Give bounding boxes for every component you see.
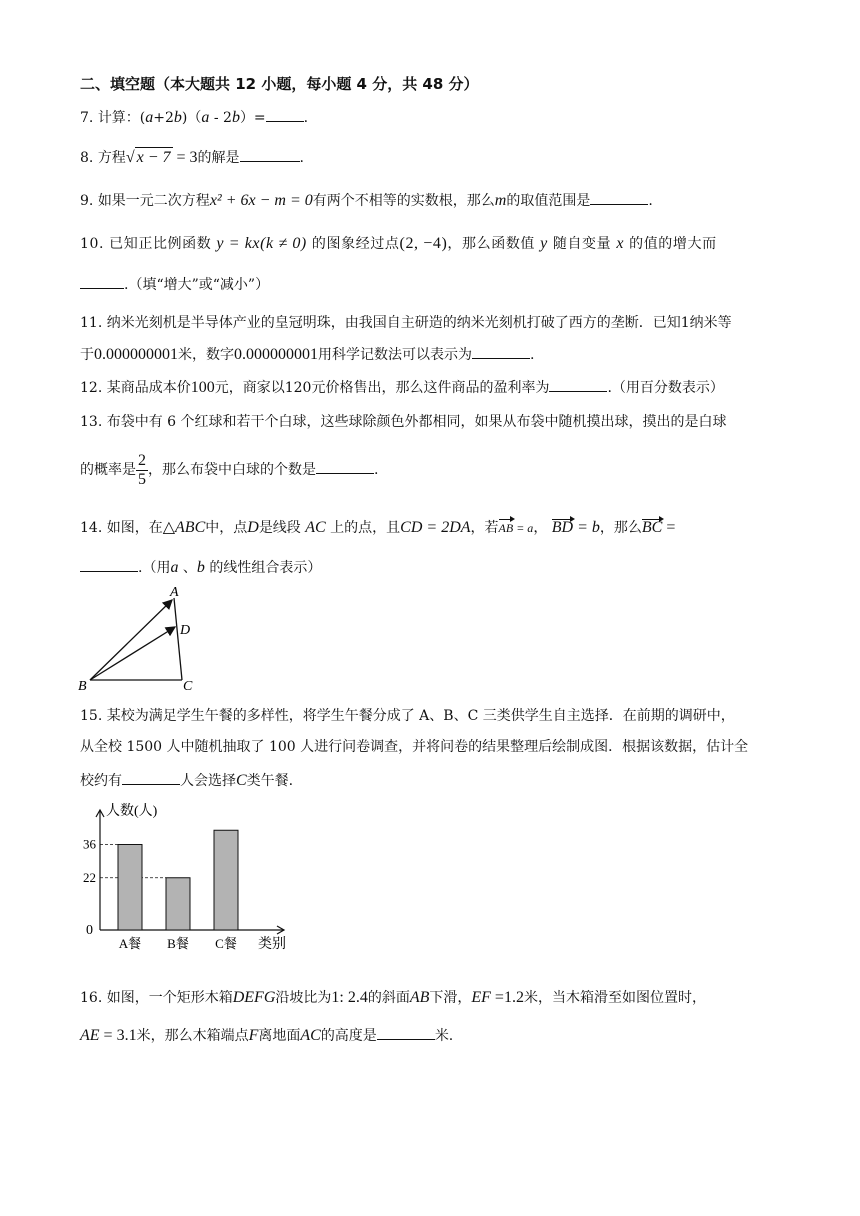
bar-2 (166, 878, 190, 930)
question-15-line3: 校约有 人会选择C类午餐. (80, 772, 294, 789)
answer-blank[interactable] (266, 107, 304, 122)
label-b: B (78, 679, 87, 694)
question-13-line2: 的概率是 $\frac{2}{5}$ ，那么布袋中白球的个数是 . (80, 451, 379, 488)
triangle-figure (74, 584, 204, 694)
answer-blank[interactable] (549, 377, 607, 392)
fraction: $\frac{2}{5}$ (138, 451, 146, 488)
question-16: 16. 如图，一个矩形木箱DEFG沿坡比为1: 2.4的斜面AB下滑，EF =1.2米，当木箱滑至如图位置时， (80, 989, 706, 1006)
answer-blank[interactable] (590, 190, 648, 205)
answer-blank[interactable] (472, 344, 530, 359)
category-label: B餐 (167, 936, 189, 951)
label-d: D (180, 623, 191, 638)
question-8: 8. 方程√ x − 7 = 3的解是 . (80, 149, 304, 166)
category-label: A餐 (118, 936, 142, 951)
label-a: A (170, 585, 179, 600)
question-10-line2: .（填“增大”或“减小”） (80, 274, 269, 295)
y-axis-label: 人数(人) (106, 804, 158, 819)
question-11-line2: 于0.000000001米，数字0.000000001用科学记数法可以表示为 . (80, 346, 535, 363)
x-axis-label: 类别 (258, 937, 286, 952)
question-10: 10. 已知正比例函数 y = kx(k ≠ 0) 的图象经过点(2, −4)，那么函数值 y 随自变量 x 的值的增大而 (80, 235, 717, 252)
y-tick-label: 36 (83, 836, 96, 852)
y-tick-label: 22 (83, 869, 96, 885)
label-c: C (183, 679, 193, 694)
vector-ba (90, 600, 172, 680)
question-7: 7. 计算：(a+2b)（a - 2b）= . (80, 109, 309, 126)
origin-label: 0 (86, 923, 93, 938)
bar-1 (118, 845, 142, 931)
answer-blank[interactable] (377, 1025, 435, 1040)
segment-ac (174, 598, 182, 680)
vector-bd (90, 627, 175, 680)
category-label: C餐 (215, 936, 237, 951)
answer-blank[interactable] (240, 147, 300, 162)
answer-blank[interactable] (80, 274, 124, 289)
question-14: 14. 如图，在△ABC中，点D是线段 AC 上的点，且CD = 2DA，若AB = a， BD = b，那么BC = (80, 519, 676, 536)
question-14-line2: .（用a 、b 的线性组合表示） (80, 557, 321, 578)
question-12: 12. 某商品成本价100元，商家以120元价格售出，那么这件商品的盈利率为 .（用百分数表示） (80, 379, 724, 396)
question-9: 9. 如果一元二次方程x² + 6x − m = 0有两个不相等的实数根，那么m的取值范围是 . (80, 192, 653, 209)
section-title: 二、填空题（本大题共 12 小题，每小题 4 分，共 48 分） (80, 75, 479, 93)
question-15-line2: 从全校 1500 人中随机抽取了 100 人进行问卷调查，并将问卷的结果整理后绘制成图．根据该数据，估计全 (80, 739, 749, 755)
answer-blank[interactable] (80, 557, 138, 572)
question-15: 15. 某校为满足学生午餐的多样性，将学生午餐分成了 A、B、C 三类供学生自主选择．在前期的调研中， (80, 708, 735, 724)
answer-blank[interactable] (316, 459, 374, 474)
question-11: 11. 纳米光刻机是半导体产业的皇冠明珠，由我国自主研造的纳米光刻机打破了西方的垄断．已知1纳米等 (80, 315, 732, 331)
bar-3 (214, 830, 238, 930)
answer-blank[interactable] (122, 770, 180, 785)
chart-bars (118, 830, 238, 930)
bar-chart (78, 800, 298, 952)
question-13: 13. 布袋中有 6 个红球和若干个白球，这些球除颜色外都相同，如果从布袋中随机摸出球，摸出的是白球 (80, 414, 727, 430)
question-16-line2: AE = 3.1米，那么木箱端点F离地面AC的高度是 米. (80, 1027, 454, 1044)
